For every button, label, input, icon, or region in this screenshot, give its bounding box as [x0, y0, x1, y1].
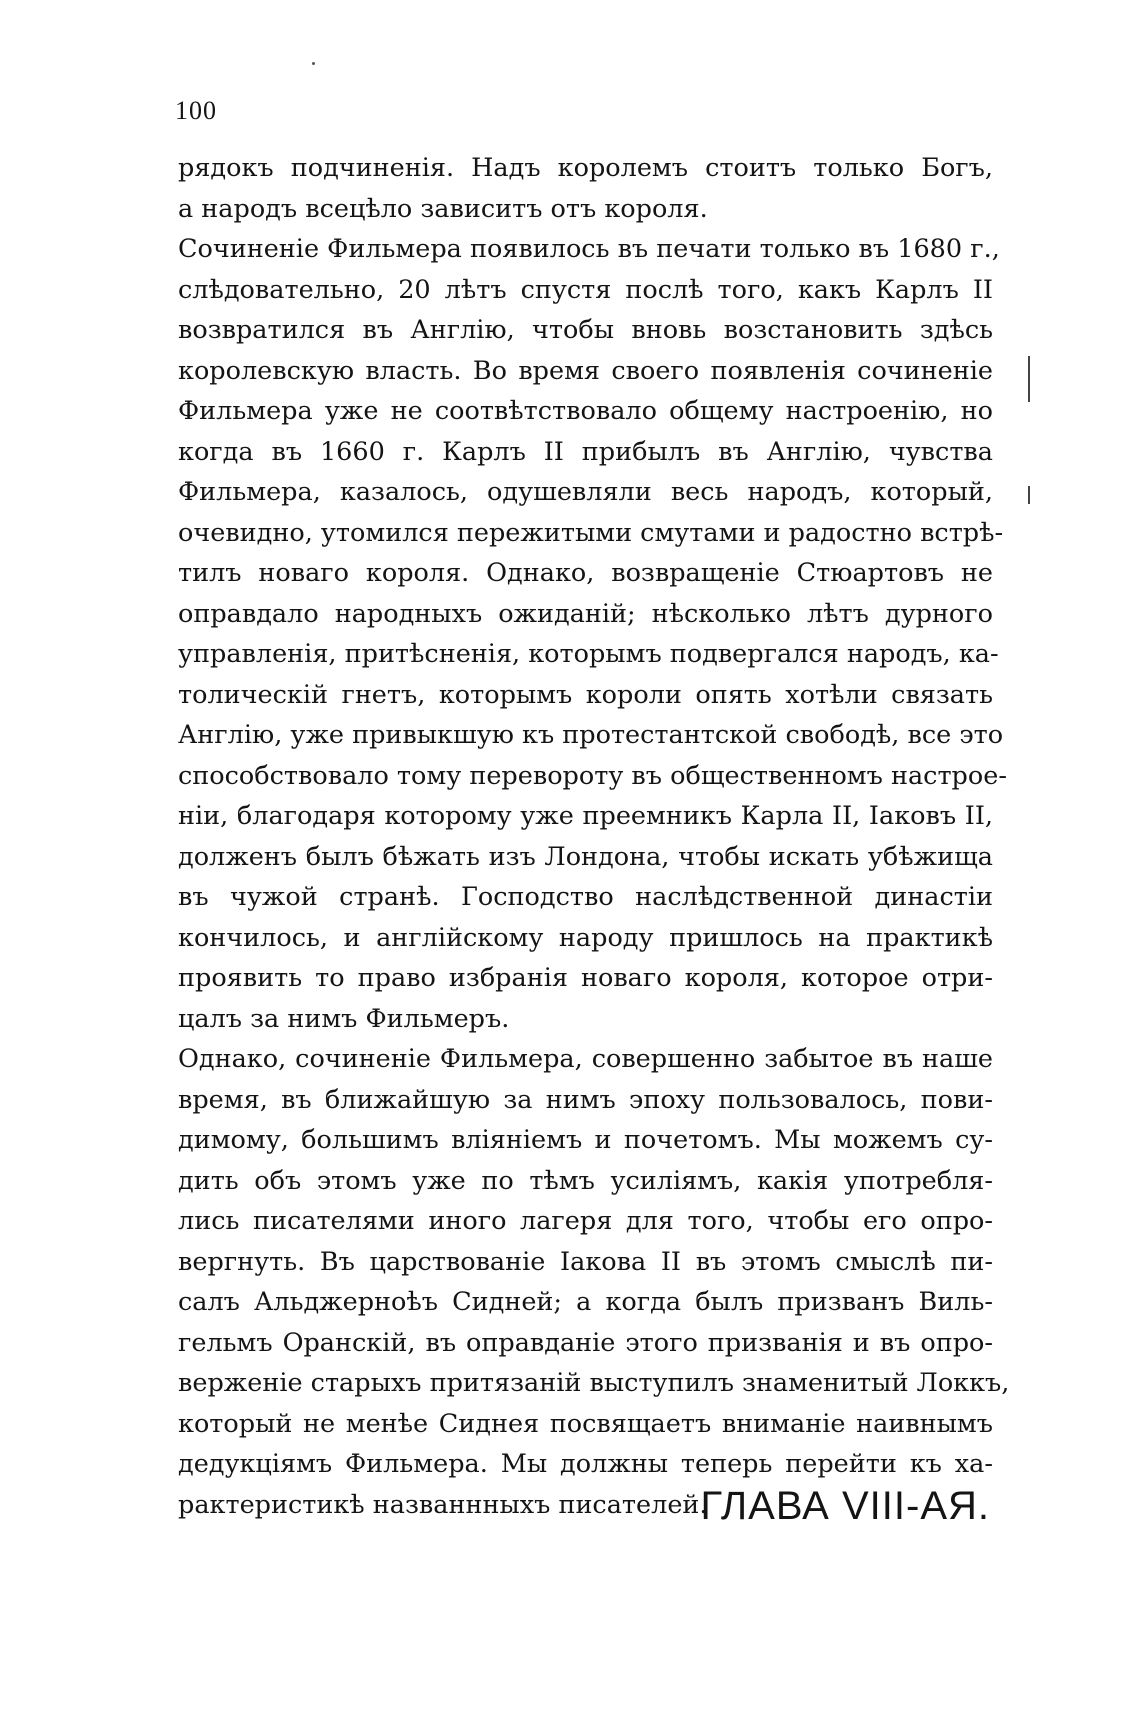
text-line: лись писателями иного лагеря для того, чтобы его опро- [178, 1206, 993, 1236]
text-line: Однако, сочиненіе Фильмера, совершенно забытое въ наше [178, 1044, 993, 1074]
margin-mark [1028, 486, 1030, 504]
text-line: Фильмера уже не соотвѣтствовало общему настроенію, но [178, 396, 993, 426]
text-line: управленія, притѣсненія, которымъ подвергался народъ, ка- [178, 639, 999, 669]
text-line: слѣдовательно, 20 лѣтъ спустя послѣ того, какъ Карлъ II [178, 274, 993, 305]
text-line: Англію, уже привыкшую къ протестантской свободѣ, все это [178, 720, 1004, 750]
text-line: салъ Альджерноѣъ Сидней; а когда былъ призванъ Виль- [178, 1287, 993, 1317]
text-line: димому, большимъ вліяніемъ и почетомъ. Мы можемъ су- [178, 1125, 993, 1155]
text-line: рактеристикѣ названнныхъ писателей. [178, 1489, 708, 1520]
scan-speck [312, 62, 315, 65]
text-line: Фильмера, казалось, одушевляли весь народъ, который, [178, 477, 993, 507]
text-line: который не менѣе Сиднея посвящаетъ вниманіе наивнымъ [178, 1408, 993, 1439]
text-line: гельмъ Оранскій, въ оправданіе этого призванія и въ опро- [178, 1327, 993, 1358]
text-line: ніи, благодаря которому уже преемникъ Карла II, Іаковъ II, [178, 801, 993, 831]
text-line: рядокъ подчиненія. Надъ королемъ стоитъ только Богъ, [178, 153, 993, 183]
text-line: верженіе старыхъ притязаній выступилъ знаменитый Локкъ, [178, 1368, 1010, 1398]
text-line: очевидно, утомился пережитыми смутами и радостно встрѣ- [178, 517, 1004, 548]
text-line: время, въ ближайшую за нимъ эпоху пользовалось, пови- [178, 1084, 993, 1115]
text-line: долженъ былъ бѣжать изъ Лондона, чтобы искать убѣжища [178, 841, 993, 872]
text-line: способствовало тому перевороту въ общественномъ настрое- [178, 760, 1007, 791]
text-line: дедукціямъ Фильмера. Мы должны теперь перейти къ ха- [178, 1449, 993, 1479]
text-line: вергнуть. Въ царствованіе Іакова II въ этомъ смыслѣ пи- [178, 1246, 993, 1277]
text-line: когда въ 1660 г. Карлъ II прибылъ въ Англію, чувства [178, 436, 993, 467]
text-line: Сочиненіе Фильмера появилось въ печати только въ 1680 г., [178, 234, 1000, 264]
text-line: тилъ новаго короля. Однако, возвращеніе Стюартовъ не [178, 558, 993, 588]
text-line: возвратился въ Англію, чтобы вновь возстановить здѣсь [178, 315, 993, 345]
chapter-heading: ГЛАВА VIII-АЯ. [700, 1484, 990, 1528]
margin-mark [1028, 356, 1030, 402]
text-line: въ чужой странѣ. Господство наслѣдственной династіи [178, 882, 993, 912]
text-line: цалъ за нимъ Фильмеръ. [178, 1003, 510, 1034]
text-line: королевскую власть. Во время своего появленія сочиненіе [178, 355, 993, 386]
text-line: оправдало народныхъ ожиданій; нѣсколько лѣтъ дурного [178, 598, 993, 629]
page-number: 100 [175, 96, 217, 125]
text-line: дить объ этомъ уже по тѣмъ усиліямъ, какія употребля- [178, 1165, 993, 1196]
text-line: толическій гнетъ, которымъ короли опять хотѣли связать [178, 679, 993, 710]
text-line: а народъ всецѣло зависитъ отъ короля. [178, 193, 708, 224]
text-line: проявить то право избранія новаго короля, которое отри- [178, 963, 993, 993]
text-line: кончилось, и англійскому народу пришлось на практикѣ [178, 922, 993, 953]
body-text [178, 148, 1010, 1525]
